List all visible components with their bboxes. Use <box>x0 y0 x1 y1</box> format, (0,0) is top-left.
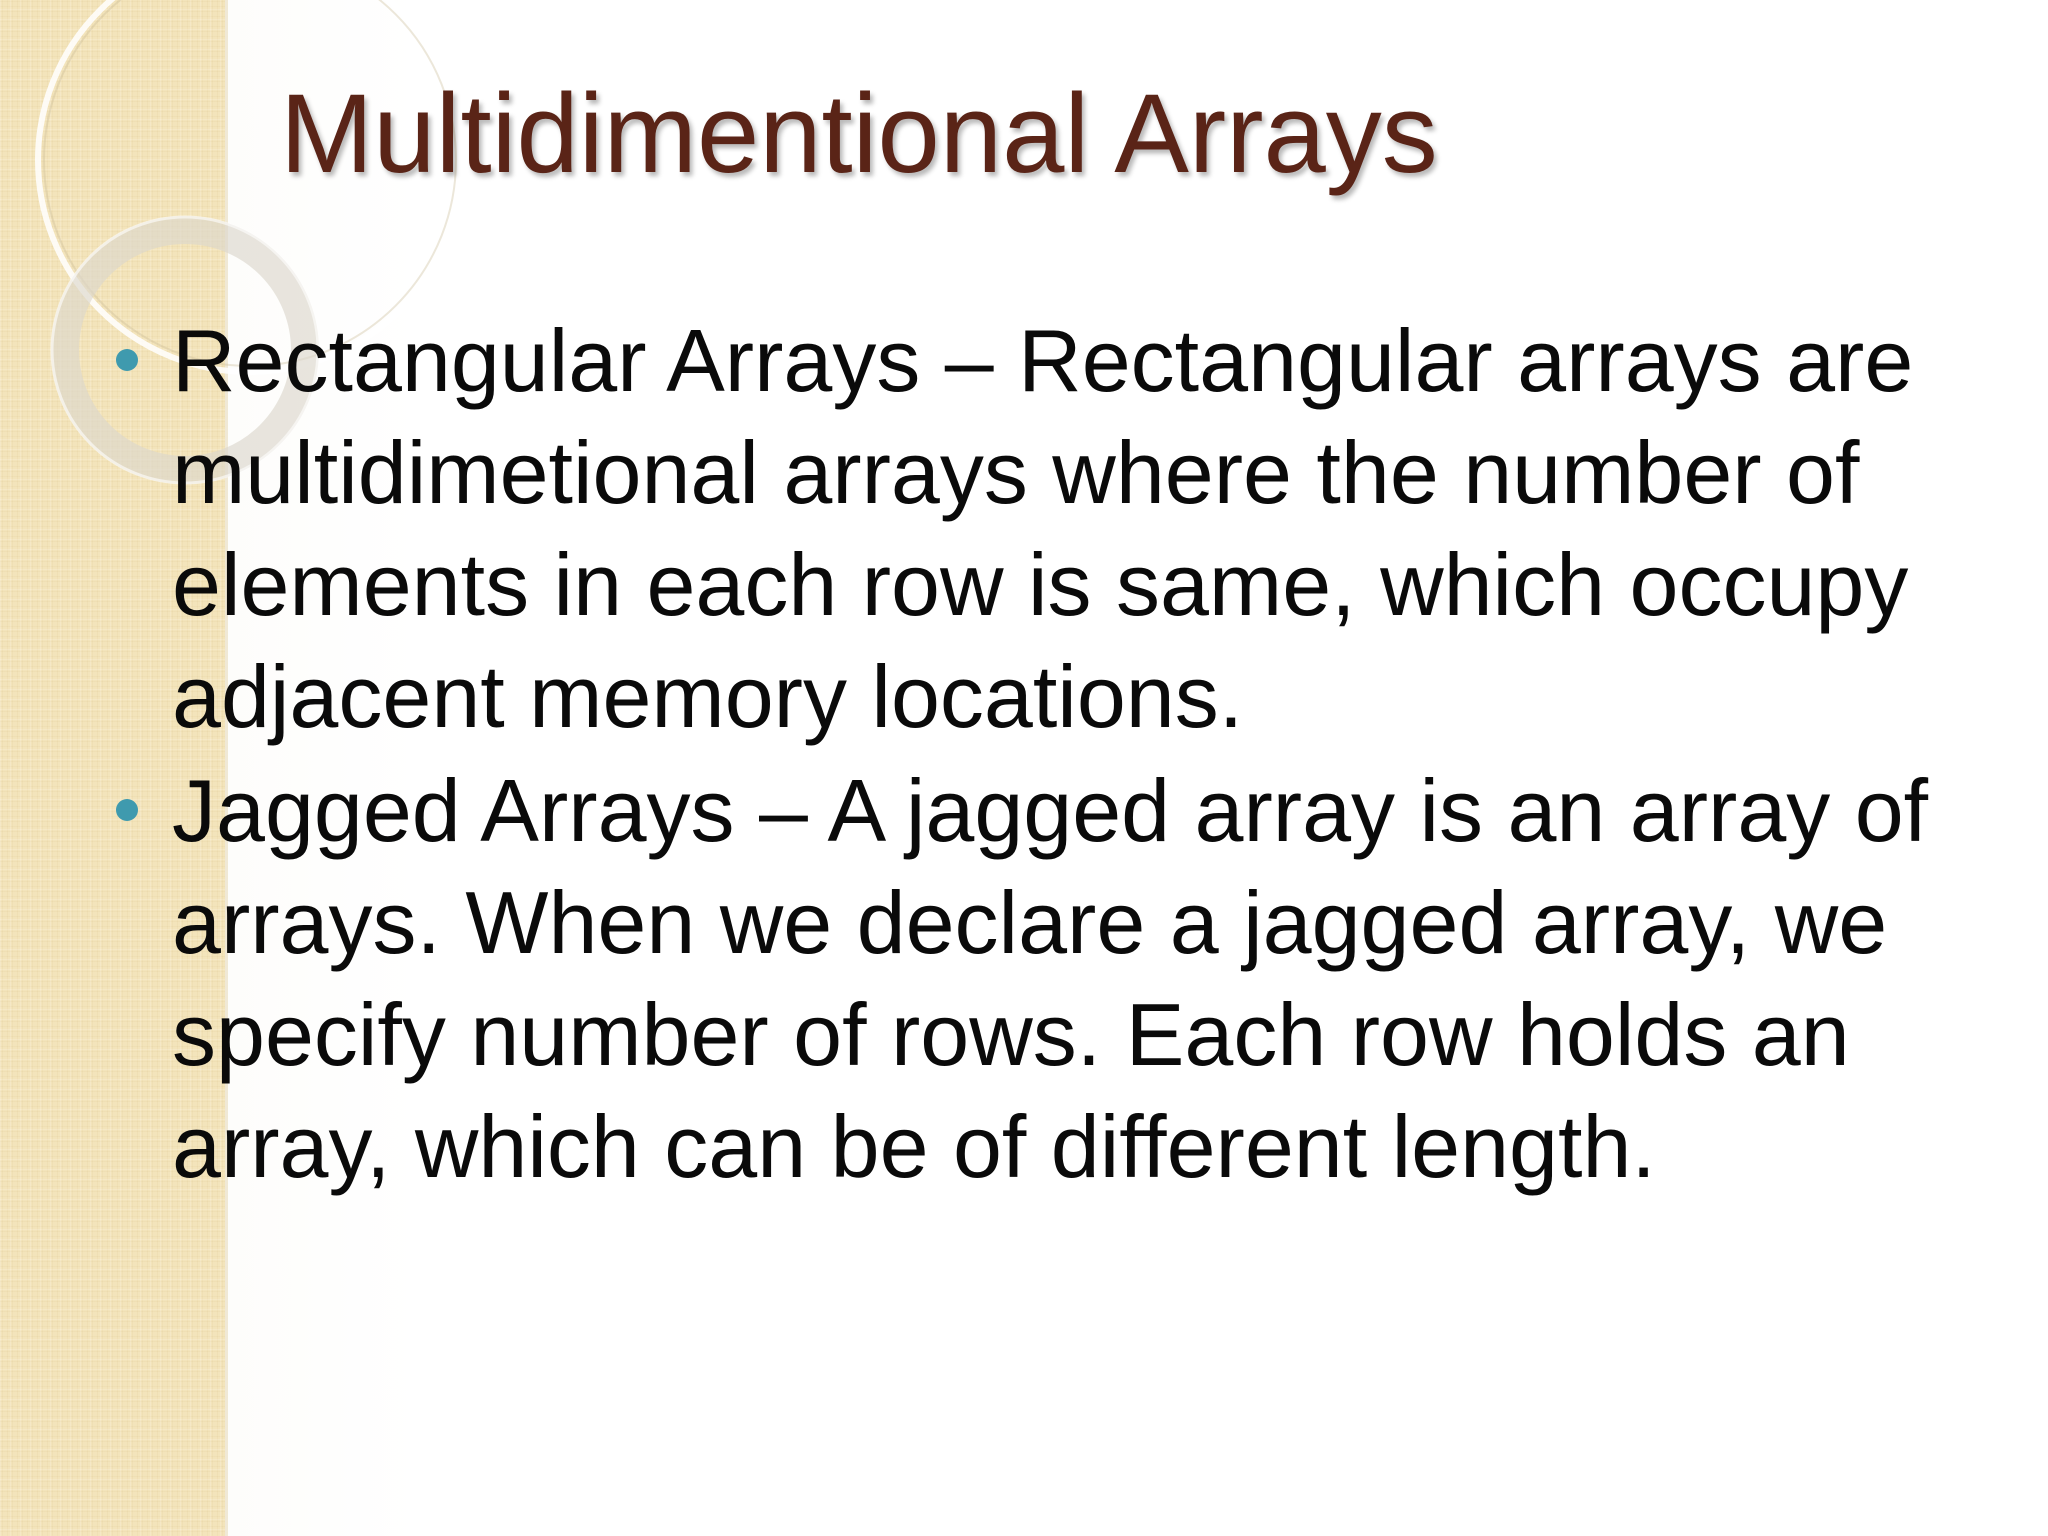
slide-title: Multidimentional Arrays <box>280 71 1438 196</box>
list-item <box>172 755 2002 1203</box>
circle-bullet-icon <box>116 799 138 821</box>
bullet-text-rectangular-arrays: Rectangular Arrays – Rectangular arrays are multidimetional arrays where the number of elements in each row is same, which occupy adjacent memory locations. <box>172 311 1914 746</box>
bullet-text-jagged-arrays: Jagged Arrays – A jagged array is an array of arrays. When we declare a jagged array, we specify number of rows. Each row holds an array, which can be of different length. <box>172 761 1929 1196</box>
list-item <box>172 305 2002 753</box>
circle-bullet-icon <box>116 349 138 371</box>
bullet-list <box>172 305 2002 1203</box>
